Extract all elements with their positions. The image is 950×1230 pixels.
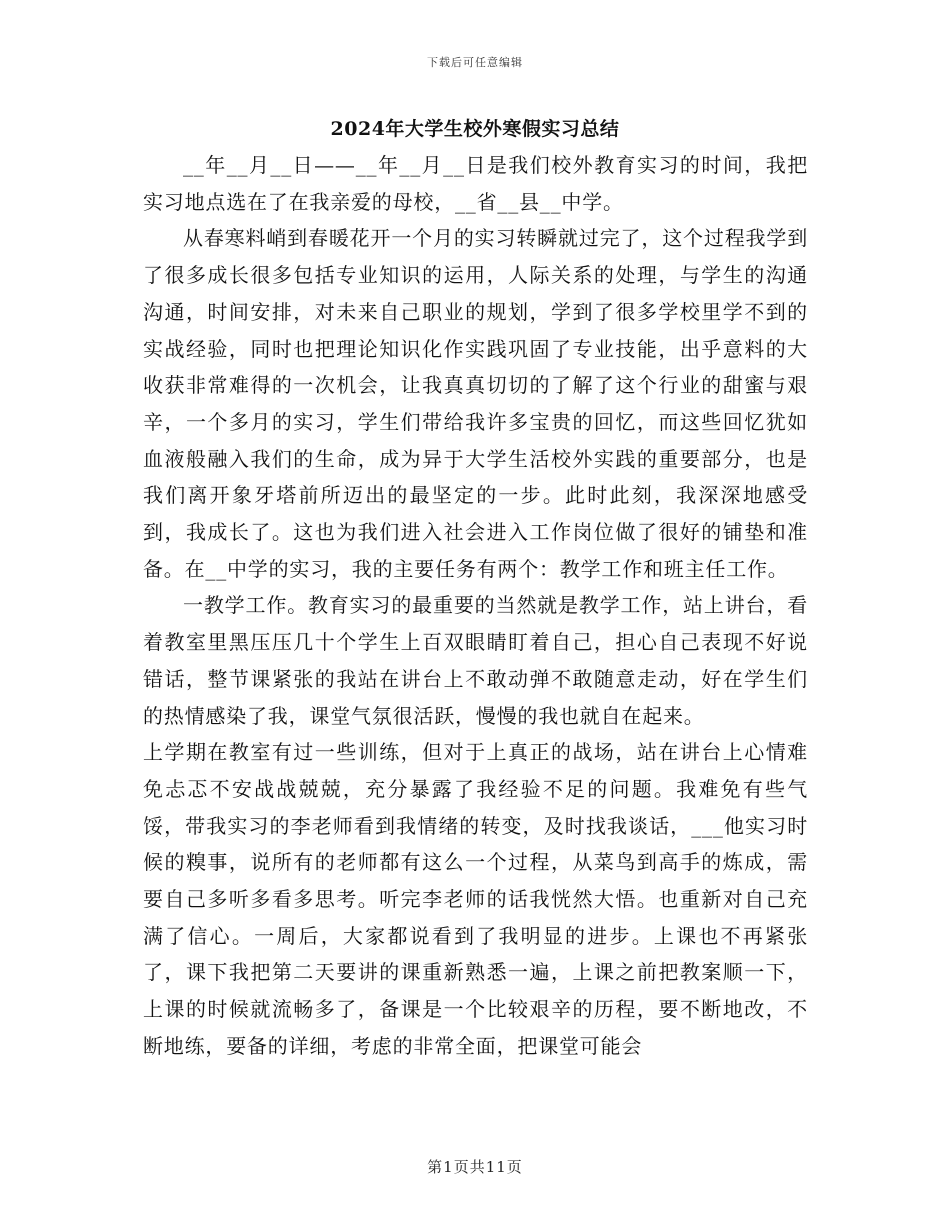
document-title: 2024年大学生校外寒假实习总结 <box>330 118 620 140</box>
paragraph: __年__月__日——__年__月__日是我们校外教育实习的时间，我把实习地点选在了在我亲爱的母校，__省__县__中学。 <box>143 153 808 214</box>
paragraph: 从春寒料峭到春暖花开一个月的实习转瞬就过完了，这个过程我学到了很多成长很多包括专业知识的运用，人际关系的处理，与学生的沟通沟通，时间安排，对未来自己职业的规划，学到了很多学校里学不到的实战经验，同时也把理论知识化作实践巩固了专业技能，出乎意料的大收获非常难得的一次机会，让我真真切切的了解了这个行业的甜蜜与艰辛，一个多月的实习，学生们带给我许多宝贵的回忆，而这些回忆犹如血液般融入我们的生命，成为异于大学生活校外实践的重要部分，也是我们离开象牙塔前所迈出的最坚定的一步。此时此刻，我深深地感受到，我成长了。这也为我们进入社会进入工作岗位做了很好的铺垫和准备。在__中学的实习，我的主要任务有两个：教学工作和班主任工作。 <box>143 226 808 581</box>
page-number: 第1页共11页 <box>427 1158 523 1176</box>
paragraph: 一教学工作。教育实习的最重要的当然就是教学工作，站上讲台，看着教室里黑压压几十个学生上百双眼睛盯着自己，担心自己表现不好说错话，整节课紧张的我站在讲台上不敢动弹不敢随意走动，好在学生们的热情感染了我，课堂气氛很活跃，慢慢的我也就自在起来。 <box>143 593 808 728</box>
header-note: 下载后可任意编辑 <box>427 56 523 69</box>
paragraph: 上学期在教室有过一些训练，但对于上真正的战场，站在讲台上心情难免忐忑不安战战兢兢，充分暴露了我经验不足的问题。我难免有些气馁，带我实习的李老师看到我情绪的转变，及时找我谈话，___他实习时候的糗事，说所有的老师都有这么一个过程，从菜鸟到高手的炼成，需要自己多听多看多思考。听完李老师的话我恍然大悟。也重新对自己充满了信心。一周后，大家都说看到了我明显的进步。上课也不再紧张了，课下我把第二天要讲的课重新熟悉一遍，上课之前把教案顺一下，上课的时候就流畅多了，备课是一个比较艰辛的历程，要不断地改，不断地练，要备的详细，考虑的非常全面，把课堂可能会 <box>143 740 808 1058</box>
document-body <box>143 147 808 1065</box>
